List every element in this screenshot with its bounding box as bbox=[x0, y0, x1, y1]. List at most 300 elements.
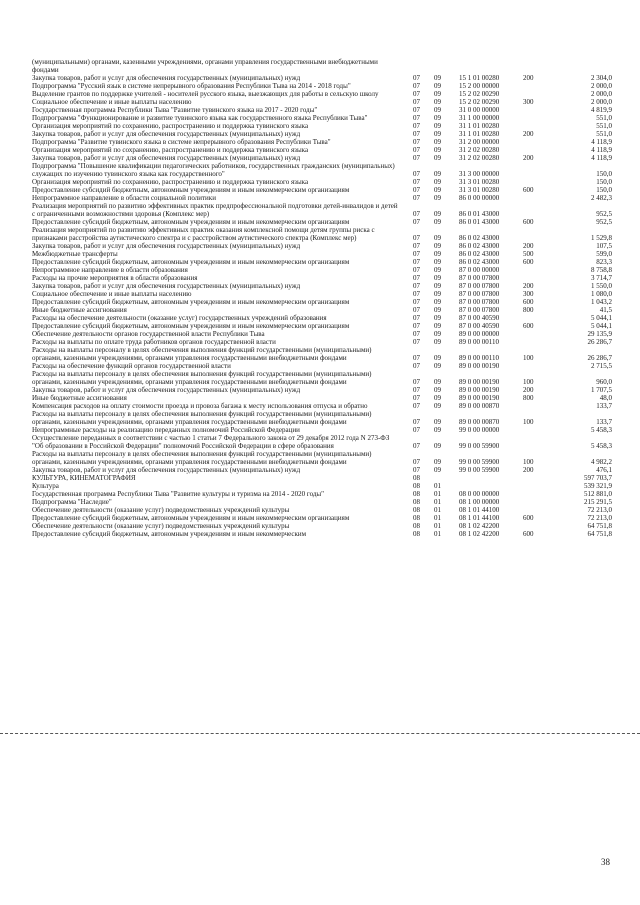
row-section-code: 07 bbox=[413, 402, 420, 410]
row-amount: 2 000,0 bbox=[591, 90, 612, 98]
table-row bbox=[32, 82, 612, 90]
row-subsection-code: 09 bbox=[434, 394, 441, 402]
row-name: Расходы на выплаты персоналу в целях обеспечения выполнения функций государственными (муниципальными) органами, казенными учреждениями, органами управления государственными внебюджетными фондами bbox=[32, 346, 372, 362]
row-subsection-code: 09 bbox=[434, 306, 441, 314]
row-name: Расходы на обеспечение функций органов государственной власти bbox=[32, 362, 231, 370]
row-expense-type-code: 600 bbox=[523, 514, 534, 522]
row-name: Закупка товаров, работ и услуг для обеспечения государственных (муниципальных) нужд bbox=[32, 386, 301, 394]
row-amount: 64 751,8 bbox=[587, 522, 612, 530]
row-amount: 150,0 bbox=[596, 178, 612, 186]
row-name: Выделение грантов по поддержке учителей - носителей русского языка, выезжающих для работы в сельскую школу bbox=[32, 90, 379, 98]
row-subsection-code: 09 bbox=[434, 290, 441, 298]
row-section-code: 07 bbox=[413, 218, 420, 226]
row-name: Социальное обеспечение и иные выплаты населению bbox=[32, 290, 192, 298]
row-subsection-code: 09 bbox=[434, 266, 441, 274]
row-subsection-code: 09 bbox=[434, 418, 441, 426]
row-name: Обеспечение деятельности (оказание услуг) подведомственных учреждений культуры bbox=[32, 506, 290, 514]
row-subsection-code: 01 bbox=[434, 522, 441, 530]
row-target-article-code: 08 1 00 00000 bbox=[459, 498, 500, 506]
row-section-code: 07 bbox=[413, 210, 420, 218]
table-row bbox=[32, 98, 612, 106]
row-expense-type-code: 800 bbox=[523, 306, 534, 314]
row-expense-type-code: 100 bbox=[523, 354, 534, 362]
row-section-code: 07 bbox=[413, 114, 420, 122]
row-amount: 8 758,8 bbox=[591, 266, 612, 274]
row-section-code: 07 bbox=[413, 250, 420, 258]
table-row bbox=[32, 426, 612, 434]
row-name: Предоставление субсидий бюджетным, автономным учреждениям и иным некоммерческим организациям bbox=[32, 322, 350, 330]
table-row bbox=[32, 226, 612, 242]
row-amount: 2 000,0 bbox=[591, 82, 612, 90]
row-name: КУЛЬТУРА, КИНЕМАТОГРАФИЯ bbox=[32, 474, 136, 482]
row-subsection-code: 09 bbox=[434, 362, 441, 370]
row-name: Расходы на прочие мероприятия в области образования bbox=[32, 274, 198, 282]
row-expense-type-code: 500 bbox=[523, 250, 534, 258]
row-amount: 952,5 bbox=[596, 218, 612, 226]
scan-dashed-line bbox=[0, 733, 640, 734]
table-row bbox=[32, 186, 612, 194]
row-name: Подпрограмма "Развитие тувинского языка в системе непрерывного образования Республики Тыва" bbox=[32, 138, 331, 146]
row-name: Подпрограмма "Русский язык в системе непрерывного образования Республики Тыва на 2014 - 2018 годы" bbox=[32, 82, 351, 90]
row-amount: 5 458,3 bbox=[591, 442, 612, 450]
row-name: Обеспечение деятельности (оказание услуг) подведомственных учреждений культуры bbox=[32, 522, 290, 530]
row-section-code: 07 bbox=[413, 106, 420, 114]
row-name: Компенсация расходов на оплату стоимости проезда и провоза багажа к месту использования отпуска и обратно bbox=[32, 402, 368, 410]
row-expense-type-code: 600 bbox=[523, 530, 534, 538]
row-subsection-code: 09 bbox=[434, 282, 441, 290]
row-section-code: 07 bbox=[413, 154, 420, 162]
row-expense-type-code: 600 bbox=[523, 258, 534, 266]
row-subsection-code: 09 bbox=[434, 234, 441, 242]
row-amount: 48,0 bbox=[599, 394, 612, 402]
row-amount: 4 118,9 bbox=[591, 138, 612, 146]
row-section-code: 07 bbox=[413, 466, 420, 474]
row-amount: 599,0 bbox=[596, 250, 612, 258]
table-row bbox=[32, 274, 612, 282]
row-subsection-code: 09 bbox=[434, 82, 441, 90]
row-expense-type-code: 200 bbox=[523, 154, 534, 162]
row-section-code: 07 bbox=[413, 378, 420, 386]
row-subsection-code: 09 bbox=[434, 426, 441, 434]
row-subsection-code: 09 bbox=[434, 298, 441, 306]
row-name: Предоставление субсидий бюджетным, автономным учреждениям и иным некоммерческим bbox=[32, 530, 307, 538]
row-amount: 4 118,9 bbox=[591, 146, 612, 154]
table-row bbox=[32, 250, 612, 258]
row-target-article-code: 89 0 00 00190 bbox=[459, 362, 500, 370]
row-amount: 2 482,3 bbox=[591, 194, 612, 202]
row-target-article-code: 86 0 02 43000 bbox=[459, 234, 500, 242]
table-row bbox=[32, 58, 612, 74]
row-name: Подпрограмма "Повышение квалификации педагогических работников, государственных гражданских (муниципальных) служащих по изучению тувинского языка как государственного" bbox=[32, 162, 395, 178]
table-row bbox=[32, 410, 612, 426]
table-row bbox=[32, 450, 612, 466]
table-row bbox=[32, 154, 612, 162]
row-target-article-code: 08 1 02 42200 bbox=[459, 522, 500, 530]
table-row bbox=[32, 402, 612, 410]
row-expense-type-code: 300 bbox=[523, 98, 534, 106]
row-name: Предоставление субсидий бюджетным, автономным учреждениям и иным некоммерческим организациям bbox=[32, 514, 350, 522]
table-row bbox=[32, 498, 612, 506]
row-subsection-code: 09 bbox=[434, 98, 441, 106]
row-target-article-code: 15 2 02 00290 bbox=[459, 98, 500, 106]
table-row bbox=[32, 314, 612, 322]
row-amount: 133,7 bbox=[596, 418, 612, 426]
row-name: Непрограммные расходы на реализацию переданных полномочий Российской Федерации bbox=[32, 426, 300, 434]
row-amount: 2 000,0 bbox=[591, 98, 612, 106]
row-name: Предоставление субсидий бюджетным, автономным учреждениям и иным некоммерческим организациям bbox=[32, 298, 350, 306]
row-name: Расходы на выплаты по оплате труда работников органов государственной власти bbox=[32, 338, 276, 346]
row-name: Предоставление субсидий бюджетным, автономным учреждениям и иным некоммерческим организациям bbox=[32, 218, 350, 226]
row-name: (муниципальными) органами, казенными учреждениями, органами управления государственными внебюджетными фондами bbox=[32, 58, 378, 74]
row-section-code: 07 bbox=[413, 234, 420, 242]
row-section-code: 07 bbox=[413, 314, 420, 322]
row-amount: 551,0 bbox=[596, 114, 612, 122]
row-target-article-code: 31 1 01 00280 bbox=[459, 122, 500, 130]
row-subsection-code: 09 bbox=[434, 74, 441, 82]
row-name: Расходы на выплаты персоналу в целях обеспечения выполнения функций государственными (муниципальными) органами, казенными учреждениями, органами управления государственными внебюджетными фондами bbox=[32, 370, 372, 386]
row-section-code: 07 bbox=[413, 138, 420, 146]
table-row bbox=[32, 322, 612, 330]
row-target-article-code: 31 3 00 00000 bbox=[459, 170, 500, 178]
row-section-code: 08 bbox=[413, 482, 420, 490]
row-target-article-code: 86 0 02 43000 bbox=[459, 250, 500, 258]
row-expense-type-code: 300 bbox=[523, 290, 534, 298]
row-section-code: 08 bbox=[413, 522, 420, 530]
table-row bbox=[32, 466, 612, 474]
row-subsection-code: 01 bbox=[434, 530, 441, 538]
row-amount: 215 291,5 bbox=[584, 498, 612, 506]
table-row bbox=[32, 386, 612, 394]
row-target-article-code: 15 2 00 00000 bbox=[459, 82, 500, 90]
row-section-code: 07 bbox=[413, 306, 420, 314]
row-amount: 2 715,5 bbox=[591, 362, 612, 370]
row-name: Подпрограмма "Функционирование и развитие тувинского языка как государственного языка Республики Тыва" bbox=[32, 114, 368, 122]
row-section-code: 07 bbox=[413, 186, 420, 194]
row-section-code: 07 bbox=[413, 242, 420, 250]
row-subsection-code: 09 bbox=[434, 114, 441, 122]
row-section-code: 07 bbox=[413, 74, 420, 82]
row-expense-type-code: 200 bbox=[523, 386, 534, 394]
row-subsection-code: 01 bbox=[434, 506, 441, 514]
row-subsection-code: 09 bbox=[434, 322, 441, 330]
row-amount: 1 529,8 bbox=[591, 234, 612, 242]
row-section-code: 08 bbox=[413, 490, 420, 498]
row-subsection-code: 09 bbox=[434, 242, 441, 250]
row-target-article-code: 99 0 00 59900 bbox=[459, 442, 500, 450]
table-row bbox=[32, 298, 612, 306]
row-name: Обеспечение деятельности органов государственной власти Республики Тыва bbox=[32, 330, 265, 338]
row-target-article-code: 89 0 00 00110 bbox=[459, 354, 499, 362]
row-section-code: 07 bbox=[413, 146, 420, 154]
row-section-code: 07 bbox=[413, 362, 420, 370]
row-target-article-code: 87 0 00 00000 bbox=[459, 266, 500, 274]
row-amount: 539 321,9 bbox=[584, 482, 612, 490]
row-target-article-code: 08 1 02 42200 bbox=[459, 530, 500, 538]
row-name: Расходы на обеспечение деятельности (оказание услуг) государственных учреждений образования bbox=[32, 314, 327, 322]
row-name: Государственная программа Республики Тыва "Развитие тувинского языка на 2017 - 2020 годы" bbox=[32, 106, 318, 114]
table-row bbox=[32, 266, 612, 274]
row-target-article-code: 86 0 01 43000 bbox=[459, 210, 500, 218]
row-target-article-code: 87 0 00 07800 bbox=[459, 282, 500, 290]
table-row bbox=[32, 434, 612, 450]
row-amount: 960,0 bbox=[596, 378, 612, 386]
table-row bbox=[32, 146, 612, 154]
row-target-article-code: 86 0 00 00000 bbox=[459, 194, 500, 202]
row-target-article-code: 89 0 00 00190 bbox=[459, 394, 500, 402]
row-subsection-code: 01 bbox=[434, 482, 441, 490]
row-name: Закупка товаров, работ и услуг для обеспечения государственных (муниципальных) нужд bbox=[32, 154, 301, 162]
table-row bbox=[32, 482, 612, 490]
row-target-article-code: 89 0 00 00190 bbox=[459, 378, 500, 386]
table-row bbox=[32, 306, 612, 314]
row-section-code: 07 bbox=[413, 290, 420, 298]
table-row bbox=[32, 474, 612, 482]
row-name: Социальное обеспечение и иные выплаты населению bbox=[32, 98, 192, 106]
row-subsection-code: 01 bbox=[434, 498, 441, 506]
row-name: Закупка товаров, работ и услуг для обеспечения государственных (муниципальных) нужд bbox=[32, 282, 301, 290]
row-amount: 551,0 bbox=[596, 122, 612, 130]
row-subsection-code: 09 bbox=[434, 106, 441, 114]
row-section-code: 07 bbox=[413, 274, 420, 282]
table-row bbox=[32, 130, 612, 138]
row-section-code: 07 bbox=[413, 426, 420, 434]
table-row bbox=[32, 138, 612, 146]
row-expense-type-code: 200 bbox=[523, 466, 534, 474]
table-row bbox=[32, 514, 612, 522]
row-name: Предоставление субсидий бюджетным, автономным учреждениям и иным некоммерческим организациям bbox=[32, 186, 350, 194]
row-amount: 26 286,7 bbox=[587, 354, 612, 362]
row-section-code: 07 bbox=[413, 98, 420, 106]
row-subsection-code: 09 bbox=[434, 386, 441, 394]
row-target-article-code: 86 0 02 43000 bbox=[459, 242, 500, 250]
row-subsection-code: 09 bbox=[434, 210, 441, 218]
row-section-code: 07 bbox=[413, 298, 420, 306]
row-section-code: 07 bbox=[413, 386, 420, 394]
table-row bbox=[32, 490, 612, 498]
row-name: Подпрограмма "Наследие" bbox=[32, 498, 112, 506]
row-subsection-code: 09 bbox=[434, 378, 441, 386]
row-amount: 4 118,9 bbox=[591, 154, 612, 162]
row-name: Организация мероприятий по сохранению, распространению и поддержка тувинского языка bbox=[32, 146, 309, 154]
row-amount: 4 982,2 bbox=[591, 458, 612, 466]
table-row bbox=[32, 242, 612, 250]
row-name: Непрограммное направление в области социальной политики bbox=[32, 194, 216, 202]
row-name: Осуществление переданных в соответствии с частью 1 статьи 7 Федерального закона от 29 декабря 2012 года N 273-ФЗ "Об образовании в Российской Федерации" полномочий Российской Федерации в сфере образования bbox=[32, 434, 390, 450]
table-row bbox=[32, 362, 612, 370]
row-expense-type-code: 100 bbox=[523, 458, 534, 466]
table-row bbox=[32, 162, 612, 178]
row-section-code: 08 bbox=[413, 530, 420, 538]
row-amount: 476,1 bbox=[596, 466, 612, 474]
row-amount: 512 881,0 bbox=[584, 490, 612, 498]
row-amount: 72 213,0 bbox=[587, 514, 612, 522]
row-name: Непрограммное направление в области образования bbox=[32, 266, 188, 274]
row-amount: 41,5 bbox=[599, 306, 612, 314]
row-name: Расходы на выплаты персоналу в целях обеспечения выполнения функций государственными (муниципальными) органами, казенными учреждениями, органами управления государственными внебюджетными фондами bbox=[32, 450, 372, 466]
row-target-article-code: 15 1 01 00280 bbox=[459, 74, 500, 82]
table-row bbox=[32, 122, 612, 130]
row-expense-type-code: 200 bbox=[523, 242, 534, 250]
row-section-code: 07 bbox=[413, 122, 420, 130]
row-target-article-code: 89 0 00 00110 bbox=[459, 338, 499, 346]
row-expense-type-code: 800 bbox=[523, 394, 534, 402]
table-row bbox=[32, 530, 612, 538]
row-target-article-code: 31 2 00 00000 bbox=[459, 138, 500, 146]
row-amount: 3 714,7 bbox=[591, 274, 612, 282]
row-section-code: 07 bbox=[413, 338, 420, 346]
row-target-article-code: 86 0 01 43000 bbox=[459, 218, 500, 226]
row-amount: 72 213,0 bbox=[587, 506, 612, 514]
row-expense-type-code: 200 bbox=[523, 74, 534, 82]
row-section-code: 08 bbox=[413, 474, 420, 482]
row-subsection-code: 09 bbox=[434, 170, 441, 178]
row-name: Закупка товаров, работ и услуг для обеспечения государственных (муниципальных) нужд bbox=[32, 74, 301, 82]
table-row bbox=[32, 90, 612, 98]
row-subsection-code: 01 bbox=[434, 514, 441, 522]
table-row bbox=[32, 394, 612, 402]
row-subsection-code: 09 bbox=[434, 90, 441, 98]
row-amount: 551,0 bbox=[596, 130, 612, 138]
row-name: Предоставление субсидий бюджетным, автономным учреждениям и иным некоммерческим организациям bbox=[32, 258, 350, 266]
table-row bbox=[32, 346, 612, 362]
row-subsection-code: 09 bbox=[434, 466, 441, 474]
row-name: Организация мероприятий по сохранению, распространению и поддержка тувинского языка bbox=[32, 122, 309, 130]
row-amount: 26 286,7 bbox=[587, 338, 612, 346]
row-section-code: 07 bbox=[413, 282, 420, 290]
row-target-article-code: 31 3 01 00280 bbox=[459, 186, 500, 194]
row-target-article-code: 99 0 00 59900 bbox=[459, 466, 500, 474]
row-target-article-code: 99 0 00 00000 bbox=[459, 426, 500, 434]
row-subsection-code: 09 bbox=[434, 186, 441, 194]
row-target-article-code: 87 0 00 07800 bbox=[459, 290, 500, 298]
row-target-article-code: 89 0 00 00870 bbox=[459, 418, 500, 426]
row-subsection-code: 09 bbox=[434, 178, 441, 186]
row-target-article-code: 87 0 00 07800 bbox=[459, 306, 500, 314]
row-target-article-code: 31 1 01 00280 bbox=[459, 130, 500, 138]
row-amount: 133,7 bbox=[596, 402, 612, 410]
table-row bbox=[32, 106, 612, 114]
row-name: Иные бюджетные ассигнования bbox=[32, 394, 127, 402]
row-section-code: 07 bbox=[413, 170, 420, 178]
row-subsection-code: 09 bbox=[434, 402, 441, 410]
row-expense-type-code: 100 bbox=[523, 418, 534, 426]
row-section-code: 07 bbox=[413, 266, 420, 274]
row-amount: 5 044,1 bbox=[591, 322, 612, 330]
row-name: Культура bbox=[32, 482, 59, 490]
row-subsection-code: 09 bbox=[434, 338, 441, 346]
row-target-article-code: 08 0 00 00000 bbox=[459, 490, 500, 498]
row-amount: 5 044,1 bbox=[591, 314, 612, 322]
row-subsection-code: 09 bbox=[434, 258, 441, 266]
row-section-code: 07 bbox=[413, 130, 420, 138]
row-target-article-code: 31 0 00 00000 bbox=[459, 106, 500, 114]
table-row bbox=[32, 74, 612, 82]
table-row bbox=[32, 114, 612, 122]
row-amount: 2 304,0 bbox=[591, 74, 612, 82]
row-subsection-code: 09 bbox=[434, 218, 441, 226]
row-target-article-code: 87 0 00 07800 bbox=[459, 274, 500, 282]
row-subsection-code: 09 bbox=[434, 154, 441, 162]
row-amount: 823,3 bbox=[596, 258, 612, 266]
row-section-code: 07 bbox=[413, 418, 420, 426]
row-amount: 597 703,7 bbox=[584, 474, 612, 482]
row-subsection-code: 09 bbox=[434, 330, 441, 338]
row-subsection-code: 09 bbox=[434, 442, 441, 450]
table-row bbox=[32, 202, 612, 218]
row-name: Государственная программа Республики Тыва "Развитие культуры и туризма на 2014 - 2020 годы" bbox=[32, 490, 324, 498]
row-name: Организация мероприятий по сохранению, распространению и поддержка тувинского языка bbox=[32, 178, 309, 186]
table-row bbox=[32, 338, 612, 346]
row-expense-type-code: 600 bbox=[523, 218, 534, 226]
row-section-code: 07 bbox=[413, 442, 420, 450]
row-expense-type-code: 600 bbox=[523, 322, 534, 330]
table-row bbox=[32, 370, 612, 386]
row-section-code: 08 bbox=[413, 506, 420, 514]
row-amount: 1 550,0 bbox=[591, 282, 612, 290]
table-row bbox=[32, 330, 612, 338]
row-target-article-code: 15 2 02 00290 bbox=[459, 90, 500, 98]
row-subsection-code: 09 bbox=[434, 314, 441, 322]
row-target-article-code: 31 1 00 00000 bbox=[459, 114, 500, 122]
row-name: Иные бюджетные ассигнования bbox=[32, 306, 127, 314]
row-section-code: 07 bbox=[413, 330, 420, 338]
row-target-article-code: 89 0 00 00870 bbox=[459, 402, 500, 410]
row-target-article-code: 31 2 02 00280 bbox=[459, 146, 500, 154]
row-amount: 1 080,0 bbox=[591, 290, 612, 298]
row-expense-type-code: 600 bbox=[523, 298, 534, 306]
row-target-article-code: 08 1 01 44100 bbox=[459, 514, 500, 522]
table-row bbox=[32, 258, 612, 266]
row-subsection-code: 09 bbox=[434, 274, 441, 282]
table-row bbox=[32, 194, 612, 202]
row-target-article-code: 86 0 02 43000 bbox=[459, 258, 500, 266]
table-row bbox=[32, 522, 612, 530]
row-expense-type-code: 200 bbox=[523, 282, 534, 290]
table-row bbox=[32, 178, 612, 186]
row-target-article-code: 08 1 01 44100 bbox=[459, 506, 500, 514]
row-amount: 5 458,3 bbox=[591, 426, 612, 434]
row-amount: 64 751,8 bbox=[587, 530, 612, 538]
row-amount: 107,5 bbox=[596, 242, 612, 250]
row-target-article-code: 87 0 00 40590 bbox=[459, 314, 500, 322]
row-section-code: 07 bbox=[413, 394, 420, 402]
row-target-article-code: 99 0 00 59900 bbox=[459, 458, 500, 466]
row-name: Закупка товаров, работ и услуг для обеспечения государственных (муниципальных) нужд bbox=[32, 130, 301, 138]
row-subsection-code: 01 bbox=[434, 490, 441, 498]
table-row bbox=[32, 282, 612, 290]
row-section-code: 07 bbox=[413, 458, 420, 466]
row-name: Закупка товаров, работ и услуг для обеспечения государственных (муниципальных) нужд bbox=[32, 466, 301, 474]
row-amount: 1 707,5 bbox=[591, 386, 612, 394]
row-name: Реализация мероприятий по развитию эффективных практик предпрофессиональной подготовки детей-инвалидов и детей с ограниченными возможностями здоровья (Комплекс мер) bbox=[32, 202, 398, 218]
row-amount: 4 819,9 bbox=[591, 106, 612, 114]
row-amount: 29 135,9 bbox=[587, 330, 612, 338]
row-expense-type-code: 600 bbox=[523, 186, 534, 194]
row-section-code: 07 bbox=[413, 354, 420, 362]
row-target-article-code: 89 0 00 00190 bbox=[459, 386, 500, 394]
row-amount: 150,0 bbox=[596, 186, 612, 194]
row-section-code: 07 bbox=[413, 194, 420, 202]
row-subsection-code: 09 bbox=[434, 194, 441, 202]
row-section-code: 08 bbox=[413, 514, 420, 522]
row-amount: 1 043,2 bbox=[591, 298, 612, 306]
row-subsection-code: 09 bbox=[434, 122, 441, 130]
row-section-code: 07 bbox=[413, 90, 420, 98]
row-subsection-code: 09 bbox=[434, 130, 441, 138]
row-name: Расходы на выплаты персоналу в целях обеспечения выполнения функций государственными (муниципальными) органами, казенными учреждениями, органами управления государственными внебюджетными фондами bbox=[32, 410, 372, 426]
table-row bbox=[32, 506, 612, 514]
row-expense-type-code: 200 bbox=[523, 130, 534, 138]
